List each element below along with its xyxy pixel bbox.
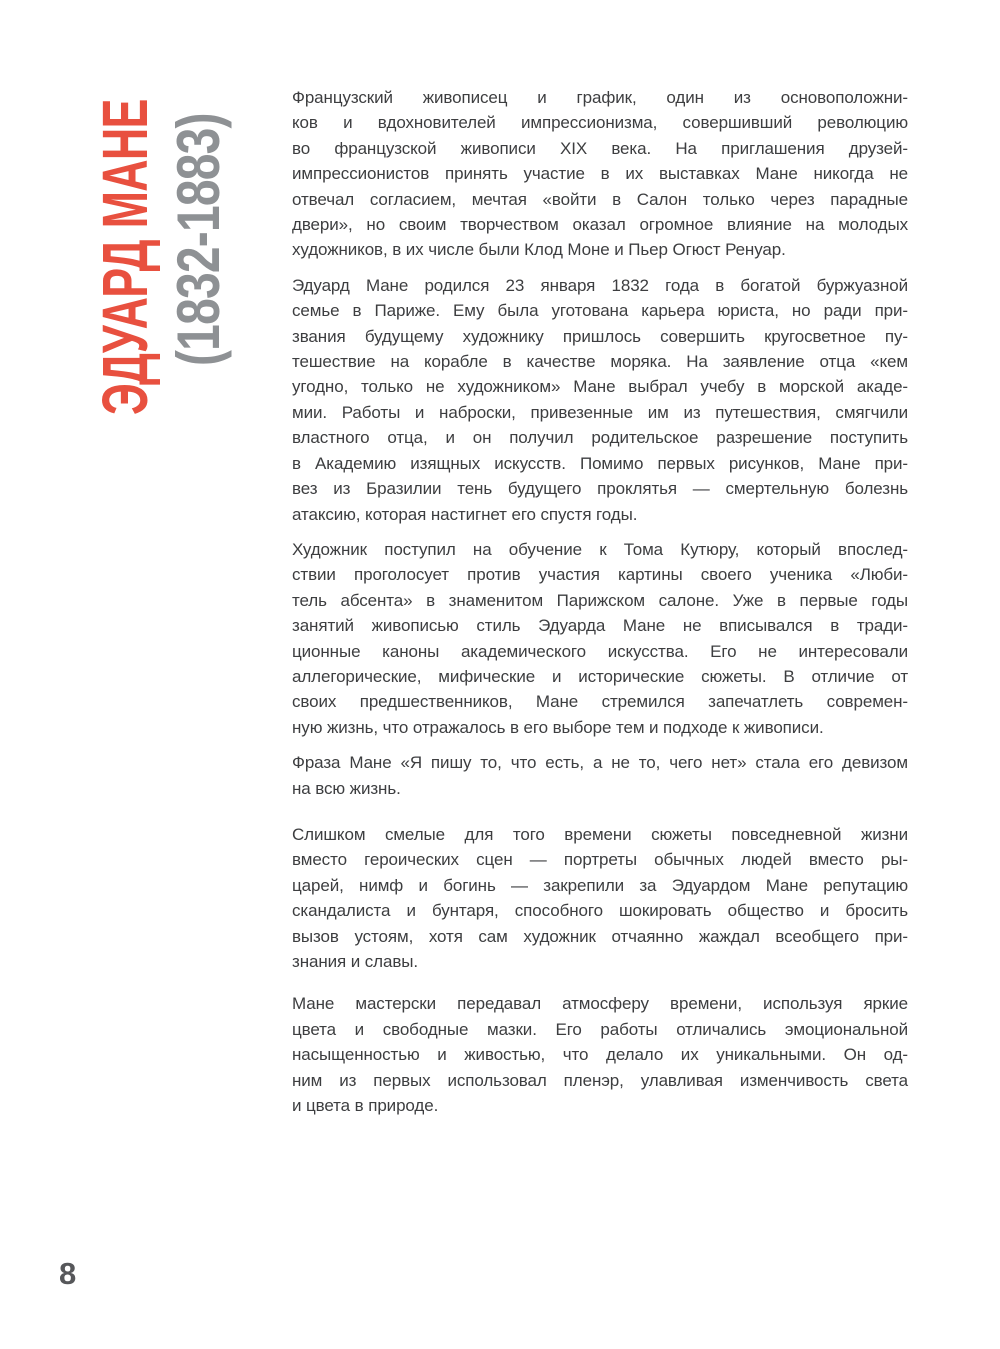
text-line: вызов устоям, хотя сам художник отчаянно жаждал всеобщего при-: [292, 926, 908, 946]
text-line: своих предшественников, Мане стремился запечатлеть современ-: [292, 692, 908, 712]
text-line: звания будущему художнику пришлось совершить кругосветное пу-: [292, 326, 908, 346]
text-line: вместо героических сцен — портреты обычных людей вместо ры-: [292, 850, 908, 870]
text-line: Художник поступил на обучение к Тома Кутюру, который впослед-: [292, 539, 908, 559]
artist-years-text: (1832-1883): [165, 113, 232, 366]
text-line: царей, нимф и богинь — закрепили за Эдуардом Мане репутацию: [292, 875, 908, 895]
text-line: ков и вдохновителей импрессионизма, совершивший революцию: [292, 113, 908, 133]
paragraph: [292, 750, 908, 801]
text-line: на всю жизнь.: [292, 778, 401, 798]
text-line: двери», но своим творчеством оказал огромное влияние на молодых: [292, 215, 908, 235]
text-line: занятий живописью стиль Эдуарда Мане не вписывался в тради-: [292, 616, 908, 636]
text-line: мии. Работы и наброски, привезенные им из путешествия, смягчили: [292, 402, 908, 422]
text-line: семье в Париже. Ему была уготована карьера юриста, но ради при-: [292, 301, 908, 321]
text-line: отвечал согласием, мечтая «войти в Салон только через парадные: [292, 189, 908, 209]
text-line: угодно, только не художником» Мане выбрал учебу в морской акаде-: [292, 377, 908, 397]
text-line: знания и славы.: [292, 952, 419, 971]
paragraph: [292, 991, 908, 1118]
text-line: вез из Бразилии тень будущего проклятья — смертельную болезнь: [292, 479, 908, 499]
text-line: аллегорические, мифические и исторические сюжеты. В отличие от: [292, 666, 908, 686]
text-line: художников, в их числе были Клод Моне и Пьер Огюст Ренуар.: [292, 240, 786, 260]
text-line: цвета и свободные мазки. Его работы отличались эмоциональной: [292, 1019, 908, 1039]
paragraph: [292, 273, 908, 527]
text-line: Фраза Мане «Я пишу то, что есть, а не то, чего нет» стала его девизом: [292, 753, 908, 773]
text-line: тешествие на корабле в качестве моряка. На заявление отца «кем: [292, 352, 908, 372]
text-line: во французской живописи XIX века. На приглашения друзей-: [292, 138, 908, 158]
text-line: атаксию, которая настигнет его спустя годы.: [292, 504, 638, 524]
text-line: насыщенностью и живостью, что делало их уникальными. Он од-: [292, 1045, 908, 1065]
text-line: властного отца, и он получил родительское разрешение поступить: [292, 428, 908, 448]
text-line: Слишком смелые для того времени сюжеты повседневной жизни: [292, 824, 908, 844]
text-line: ствии проголосует против участия картины своего ученика «Люби-: [292, 565, 908, 585]
paragraph: [292, 85, 908, 263]
text-line: ционные каноны академического искусства. Его не интересовали: [292, 641, 908, 661]
text-line: и цвета в природе.: [292, 1096, 439, 1116]
text-line: импрессионистов принять участие в их выставках Мане никогда не: [292, 164, 908, 184]
text-line: Французский живописец и график, один из основоположни-: [292, 88, 908, 107]
text-line: ним из первых использовал пленэр, улавливая изменчивость света: [292, 1070, 908, 1090]
text-line: скандалиста и бунтаря, способного шокировать общество и бросить: [292, 901, 908, 921]
page-number: 8: [59, 1256, 77, 1291]
text-line: Эдуард Мане родился 23 января 1832 года в богатой буржуазной: [292, 275, 908, 295]
text-line: ную жизнь, что отражалось в его выборе тем и подходе к живописи.: [292, 717, 824, 737]
paragraph: [292, 537, 908, 740]
chapter-title-years: [165, 94, 232, 366]
article-text: [292, 85, 908, 1118]
text-line: Мане мастерски передавал атмосферу времени, используя яркие: [292, 994, 908, 1014]
text-line: тель абсента» в знаменитом Парижском салоне. Уже в первые годы: [292, 590, 908, 610]
paragraph: [292, 822, 908, 974]
chapter-title-artist: [89, 95, 161, 415]
text-line: в Академию изящных искусств. Помимо первых рисунков, Мане при-: [292, 453, 908, 473]
artist-name-text: ЭДУАРД МАНЕ: [89, 99, 161, 415]
